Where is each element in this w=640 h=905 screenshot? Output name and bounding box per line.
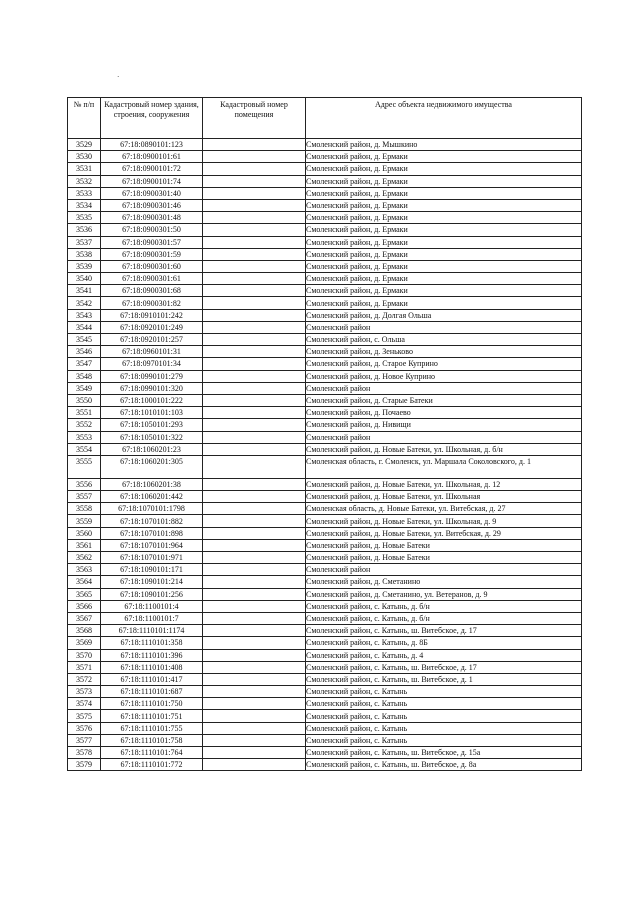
address-cell: Смоленский район xyxy=(306,382,582,394)
row-number-cell: 3563 xyxy=(68,564,101,576)
address-cell: Смоленский район, с. Катынь, ш. Витебское, д. 15а xyxy=(306,747,582,759)
table-row xyxy=(68,382,582,394)
table-row xyxy=(68,747,582,759)
header-building-cadastral-number: Кадастровый номер здания, строения, сооружения xyxy=(101,98,203,139)
room-number-cell xyxy=(203,224,306,236)
cadastral-number-cell: 67:18:1070101:964 xyxy=(101,539,203,551)
row-number-cell: 3552 xyxy=(68,419,101,431)
row-number-cell: 3562 xyxy=(68,552,101,564)
row-number-cell: 3578 xyxy=(68,747,101,759)
cadastral-number-cell: 67:18:1070101:898 xyxy=(101,527,203,539)
room-number-cell xyxy=(203,686,306,698)
row-number-cell: 3561 xyxy=(68,539,101,551)
address-cell: Смоленский район, с. Катынь xyxy=(306,734,582,746)
row-number-cell: 3529 xyxy=(68,139,101,151)
address-cell: Смоленская область, д. Новые Батеки, ул. Витебская, д. 27 xyxy=(306,503,582,515)
row-number-cell: 3576 xyxy=(68,722,101,734)
room-number-cell xyxy=(203,661,306,673)
row-number-cell: 3542 xyxy=(68,297,101,309)
cadastral-number-cell: 67:18:0970101:34 xyxy=(101,358,203,370)
row-number-cell: 3566 xyxy=(68,600,101,612)
row-number-cell: 3575 xyxy=(68,710,101,722)
table-row xyxy=(68,455,582,478)
page-mark: · xyxy=(117,73,120,81)
table-row xyxy=(68,491,582,503)
table-row xyxy=(68,407,582,419)
address-cell: Смоленский район, д. Ермаки xyxy=(306,175,582,187)
row-number-cell: 3543 xyxy=(68,309,101,321)
row-number-cell: 3539 xyxy=(68,260,101,272)
address-cell: Смоленский район, д. Ермаки xyxy=(306,187,582,199)
table-row xyxy=(68,151,582,163)
room-number-cell xyxy=(203,236,306,248)
room-number-cell xyxy=(203,649,306,661)
row-number-cell: 3571 xyxy=(68,661,101,673)
cadastral-number-cell: 67:18:0920101:257 xyxy=(101,334,203,346)
cadastral-number-cell: 67:18:1110101:408 xyxy=(101,661,203,673)
cadastral-number-cell: 67:18:0920101:249 xyxy=(101,321,203,333)
address-cell: Смоленский район, с. Катынь xyxy=(306,722,582,734)
table-row xyxy=(68,637,582,649)
room-number-cell xyxy=(203,139,306,151)
address-cell: Смоленский район, д. Нивищи xyxy=(306,419,582,431)
cadastral-number-cell: 67:18:0900301:59 xyxy=(101,248,203,260)
table-row xyxy=(68,285,582,297)
cadastral-number-cell: 67:18:1110101:396 xyxy=(101,649,203,661)
room-number-cell xyxy=(203,588,306,600)
address-cell: Смоленский район xyxy=(306,564,582,576)
row-number-cell: 3549 xyxy=(68,382,101,394)
room-number-cell xyxy=(203,273,306,285)
cadastral-number-cell: 67:18:1110101:772 xyxy=(101,759,203,771)
room-number-cell xyxy=(203,503,306,515)
cadastral-number-cell: 67:18:1000101:222 xyxy=(101,394,203,406)
room-number-cell xyxy=(203,382,306,394)
cadastral-number-cell: 67:18:1090101:256 xyxy=(101,588,203,600)
address-cell: Смоленский район, д. Почаево xyxy=(306,407,582,419)
table-row xyxy=(68,370,582,382)
room-number-cell xyxy=(203,527,306,539)
address-cell: Смоленский район, д. Ермаки xyxy=(306,260,582,272)
room-number-cell xyxy=(203,431,306,443)
address-cell: Смоленский район xyxy=(306,431,582,443)
cadastral-number-cell: 67:18:0900301:60 xyxy=(101,260,203,272)
header-room-cadastral-number: Кадастровый номер помещения xyxy=(203,98,306,139)
table-row xyxy=(68,236,582,248)
row-number-cell: 3551 xyxy=(68,407,101,419)
table-row xyxy=(68,358,582,370)
table-row xyxy=(68,503,582,515)
table-row xyxy=(68,564,582,576)
room-number-cell xyxy=(203,734,306,746)
table-row xyxy=(68,248,582,260)
row-number-cell: 3535 xyxy=(68,212,101,224)
room-number-cell xyxy=(203,698,306,710)
room-number-cell xyxy=(203,539,306,551)
address-cell: Смоленский район, с. Катынь xyxy=(306,698,582,710)
cadastral-number-cell: 67:18:1060201:442 xyxy=(101,491,203,503)
row-number-cell: 3548 xyxy=(68,370,101,382)
table-row xyxy=(68,224,582,236)
table-row xyxy=(68,698,582,710)
address-cell: Смоленский район, д. Сметанино, ул. Ветеранов, д. 9 xyxy=(306,588,582,600)
table-row xyxy=(68,734,582,746)
cadastral-number-cell: 67:18:1050101:322 xyxy=(101,431,203,443)
room-number-cell xyxy=(203,346,306,358)
room-number-cell xyxy=(203,297,306,309)
table-row xyxy=(68,722,582,734)
address-cell: Смоленский район, д. Новые Батеки, ул. Школьная, д. б/н xyxy=(306,443,582,455)
header-row-number: № п/п xyxy=(68,98,101,139)
table-row xyxy=(68,187,582,199)
cadastral-number-cell: 67:18:0910101:242 xyxy=(101,309,203,321)
room-number-cell xyxy=(203,407,306,419)
cadastral-number-cell: 67:18:1070101:971 xyxy=(101,552,203,564)
table-row xyxy=(68,625,582,637)
cadastral-number-cell: 67:18:1070101:882 xyxy=(101,515,203,527)
cadastral-number-cell: 67:18:1110101:764 xyxy=(101,747,203,759)
address-cell: Смоленская область, г. Смоленск, ул. Маршала Соколовского, д. 1 xyxy=(306,455,582,478)
address-cell: Смоленский район, д. Ермаки xyxy=(306,297,582,309)
row-number-cell: 3546 xyxy=(68,346,101,358)
row-number-cell: 3556 xyxy=(68,478,101,490)
table-row xyxy=(68,309,582,321)
address-cell: Смоленский район, д. Долгая Ольша xyxy=(306,309,582,321)
address-cell: Смоленский район, с. Катынь, ш. Витебское, д. 1 xyxy=(306,673,582,685)
address-cell: Смоленский район xyxy=(306,321,582,333)
table-row xyxy=(68,759,582,771)
table-body xyxy=(68,139,582,771)
row-number-cell: 3557 xyxy=(68,491,101,503)
row-number-cell: 3538 xyxy=(68,248,101,260)
table-row xyxy=(68,163,582,175)
address-cell: Смоленский район, с. Катынь, ш. Витебское, д. 8а xyxy=(306,759,582,771)
cadastral-number-cell: 67:18:1110101:417 xyxy=(101,673,203,685)
address-cell: Смоленский район, д. Новые Батеки xyxy=(306,552,582,564)
row-number-cell: 3555 xyxy=(68,455,101,478)
cadastral-number-cell: 67:18:1010101:103 xyxy=(101,407,203,419)
cadastral-number-cell: 67:18:0900101:61 xyxy=(101,151,203,163)
address-cell: Смоленский район, д. Новые Батеки, ул. Витебская, д. 29 xyxy=(306,527,582,539)
table-row xyxy=(68,686,582,698)
table-row xyxy=(68,175,582,187)
cadastral-number-cell: 67:18:0900301:57 xyxy=(101,236,203,248)
cadastral-number-cell: 67:18:1090101:214 xyxy=(101,576,203,588)
row-number-cell: 3560 xyxy=(68,527,101,539)
address-cell: Смоленский район, д. Ермаки xyxy=(306,163,582,175)
table-row xyxy=(68,260,582,272)
table-row xyxy=(68,394,582,406)
row-number-cell: 3573 xyxy=(68,686,101,698)
row-number-cell: 3572 xyxy=(68,673,101,685)
room-number-cell xyxy=(203,576,306,588)
cadastral-number-cell: 67:18:0900301:82 xyxy=(101,297,203,309)
cadastral-number-cell: 67:18:0900101:74 xyxy=(101,175,203,187)
address-cell: Смоленский район, с. Ольша xyxy=(306,334,582,346)
table-row xyxy=(68,649,582,661)
table-row xyxy=(68,443,582,455)
table-row xyxy=(68,334,582,346)
row-number-cell: 3579 xyxy=(68,759,101,771)
address-cell: Смоленский район, д. Ермаки xyxy=(306,224,582,236)
row-number-cell: 3554 xyxy=(68,443,101,455)
cadastral-number-cell: 67:18:1110101:1174 xyxy=(101,625,203,637)
cadastral-number-cell: 67:18:1090101:171 xyxy=(101,564,203,576)
cadastral-number-cell: 67:18:0990101:320 xyxy=(101,382,203,394)
cadastral-number-cell: 67:18:1110101:755 xyxy=(101,722,203,734)
room-number-cell xyxy=(203,443,306,455)
address-cell: Смоленский район, с. Катынь, ш. Витебское, д. 17 xyxy=(306,661,582,673)
table-row xyxy=(68,710,582,722)
room-number-cell xyxy=(203,187,306,199)
room-number-cell xyxy=(203,625,306,637)
table-row xyxy=(68,478,582,490)
address-cell: Смоленский район, с. Катынь, д. б/н xyxy=(306,600,582,612)
row-number-cell: 3577 xyxy=(68,734,101,746)
room-number-cell xyxy=(203,358,306,370)
row-number-cell: 3574 xyxy=(68,698,101,710)
row-number-cell: 3530 xyxy=(68,151,101,163)
room-number-cell xyxy=(203,248,306,260)
cadastral-number-cell: 67:18:1110101:758 xyxy=(101,734,203,746)
cadastral-number-cell: 67:18:0960101:31 xyxy=(101,346,203,358)
room-number-cell xyxy=(203,199,306,211)
cadastral-number-cell: 67:18:1060201:305 xyxy=(101,455,203,478)
room-number-cell xyxy=(203,334,306,346)
table-row xyxy=(68,199,582,211)
row-number-cell: 3569 xyxy=(68,637,101,649)
address-cell: Смоленский район, д. Ермаки xyxy=(306,151,582,163)
table-row xyxy=(68,297,582,309)
table-row xyxy=(68,612,582,624)
room-number-cell xyxy=(203,673,306,685)
address-cell: Смоленский район, д. Новые Батеки xyxy=(306,539,582,551)
address-cell: Смоленский район, д. Ермаки xyxy=(306,199,582,211)
table-row xyxy=(68,576,582,588)
table-row xyxy=(68,431,582,443)
row-number-cell: 3532 xyxy=(68,175,101,187)
room-number-cell xyxy=(203,491,306,503)
row-number-cell: 3558 xyxy=(68,503,101,515)
room-number-cell xyxy=(203,151,306,163)
row-number-cell: 3565 xyxy=(68,588,101,600)
address-cell: Смоленский район, с. Катынь xyxy=(306,686,582,698)
cadastral-number-cell: 67:18:1100101:4 xyxy=(101,600,203,612)
cadastral-number-cell: 67:18:0900301:46 xyxy=(101,199,203,211)
row-number-cell: 3545 xyxy=(68,334,101,346)
address-cell: Смоленский район, д. Зеньково xyxy=(306,346,582,358)
address-cell: Смоленский район, д. Ермаки xyxy=(306,212,582,224)
table-row xyxy=(68,588,582,600)
room-number-cell xyxy=(203,710,306,722)
table-row xyxy=(68,515,582,527)
room-number-cell xyxy=(203,419,306,431)
address-cell: Смоленский район, с. Катынь xyxy=(306,710,582,722)
address-cell: Смоленский район, д. Новое Куприно xyxy=(306,370,582,382)
cadastral-number-cell: 67:18:1050101:293 xyxy=(101,419,203,431)
room-number-cell xyxy=(203,370,306,382)
address-cell: Смоленский район, д. Новые Батеки, ул. Школьная, д. 9 xyxy=(306,515,582,527)
address-cell: Смоленский район, д. Сметанино xyxy=(306,576,582,588)
row-number-cell: 3533 xyxy=(68,187,101,199)
room-number-cell xyxy=(203,175,306,187)
row-number-cell: 3567 xyxy=(68,612,101,624)
table-row xyxy=(68,552,582,564)
room-number-cell xyxy=(203,564,306,576)
room-number-cell xyxy=(203,600,306,612)
room-number-cell xyxy=(203,212,306,224)
address-cell: Смоленский район, д. Ермаки xyxy=(306,236,582,248)
address-cell: Смоленский район, с. Катынь, д. 8Б xyxy=(306,637,582,649)
property-registry-table xyxy=(67,97,582,771)
row-number-cell: 3544 xyxy=(68,321,101,333)
room-number-cell xyxy=(203,612,306,624)
table-row xyxy=(68,273,582,285)
address-cell: Смоленский район, д. Ермаки xyxy=(306,273,582,285)
cadastral-number-cell: 67:18:1110101:358 xyxy=(101,637,203,649)
row-number-cell: 3531 xyxy=(68,163,101,175)
row-number-cell: 3568 xyxy=(68,625,101,637)
row-number-cell: 3540 xyxy=(68,273,101,285)
header-property-address: Адрес объекта недвижимого имущества xyxy=(306,98,582,139)
address-cell: Смоленский район, д. Ермаки xyxy=(306,248,582,260)
table-row xyxy=(68,600,582,612)
room-number-cell xyxy=(203,722,306,734)
address-cell: Смоленский район, с. Катынь, д. б/н xyxy=(306,612,582,624)
address-cell: Смоленский район, с. Катынь, ш. Витебское, д. 17 xyxy=(306,625,582,637)
cadastral-number-cell: 67:18:0890101:123 xyxy=(101,139,203,151)
row-number-cell: 3553 xyxy=(68,431,101,443)
cadastral-number-cell: 67:18:0900301:50 xyxy=(101,224,203,236)
room-number-cell xyxy=(203,163,306,175)
table-row xyxy=(68,139,582,151)
room-number-cell xyxy=(203,309,306,321)
table-row xyxy=(68,346,582,358)
row-number-cell: 3559 xyxy=(68,515,101,527)
cadastral-number-cell: 67:18:1110101:750 xyxy=(101,698,203,710)
cadastral-number-cell: 67:18:1110101:687 xyxy=(101,686,203,698)
room-number-cell xyxy=(203,321,306,333)
row-number-cell: 3570 xyxy=(68,649,101,661)
room-number-cell xyxy=(203,478,306,490)
cadastral-number-cell: 67:18:0900301:61 xyxy=(101,273,203,285)
room-number-cell xyxy=(203,747,306,759)
row-number-cell: 3564 xyxy=(68,576,101,588)
cadastral-number-cell: 67:18:1060201:23 xyxy=(101,443,203,455)
cadastral-number-cell: 67:18:0900301:68 xyxy=(101,285,203,297)
address-cell: Смоленский район, д. Новые Батеки, ул. Школьная xyxy=(306,491,582,503)
table-row xyxy=(68,539,582,551)
room-number-cell xyxy=(203,285,306,297)
room-number-cell xyxy=(203,260,306,272)
cadastral-number-cell: 67:18:0900301:40 xyxy=(101,187,203,199)
cadastral-number-cell: 67:18:0990101:279 xyxy=(101,370,203,382)
table-row xyxy=(68,527,582,539)
room-number-cell xyxy=(203,759,306,771)
address-cell: Смоленский район, д. Новые Батеки, ул. Школьная, д. 12 xyxy=(306,478,582,490)
table-row xyxy=(68,419,582,431)
table-row xyxy=(68,212,582,224)
cadastral-number-cell: 67:18:1100101:7 xyxy=(101,612,203,624)
room-number-cell xyxy=(203,515,306,527)
cadastral-number-cell: 67:18:0900101:72 xyxy=(101,163,203,175)
cadastral-number-cell: 67:18:0900301:48 xyxy=(101,212,203,224)
row-number-cell: 3547 xyxy=(68,358,101,370)
room-number-cell xyxy=(203,552,306,564)
row-number-cell: 3534 xyxy=(68,199,101,211)
address-cell: Смоленский район, с. Катынь, д. 4 xyxy=(306,649,582,661)
address-cell: Смоленский район, д. Ермаки xyxy=(306,285,582,297)
table-row xyxy=(68,321,582,333)
table-header-row xyxy=(68,98,582,139)
room-number-cell xyxy=(203,455,306,478)
room-number-cell xyxy=(203,637,306,649)
row-number-cell: 3536 xyxy=(68,224,101,236)
cadastral-number-cell: 67:18:1060201:38 xyxy=(101,478,203,490)
address-cell: Смоленский район, д. Мышкино xyxy=(306,139,582,151)
address-cell: Смоленский район, д. Старые Батеки xyxy=(306,394,582,406)
table-row xyxy=(68,673,582,685)
address-cell: Смоленский район, д. Старое Куприно xyxy=(306,358,582,370)
row-number-cell: 3550 xyxy=(68,394,101,406)
row-number-cell: 3537 xyxy=(68,236,101,248)
room-number-cell xyxy=(203,394,306,406)
row-number-cell: 3541 xyxy=(68,285,101,297)
table-row xyxy=(68,661,582,673)
cadastral-number-cell: 67:18:1070101:1798 xyxy=(101,503,203,515)
cadastral-number-cell: 67:18:1110101:751 xyxy=(101,710,203,722)
